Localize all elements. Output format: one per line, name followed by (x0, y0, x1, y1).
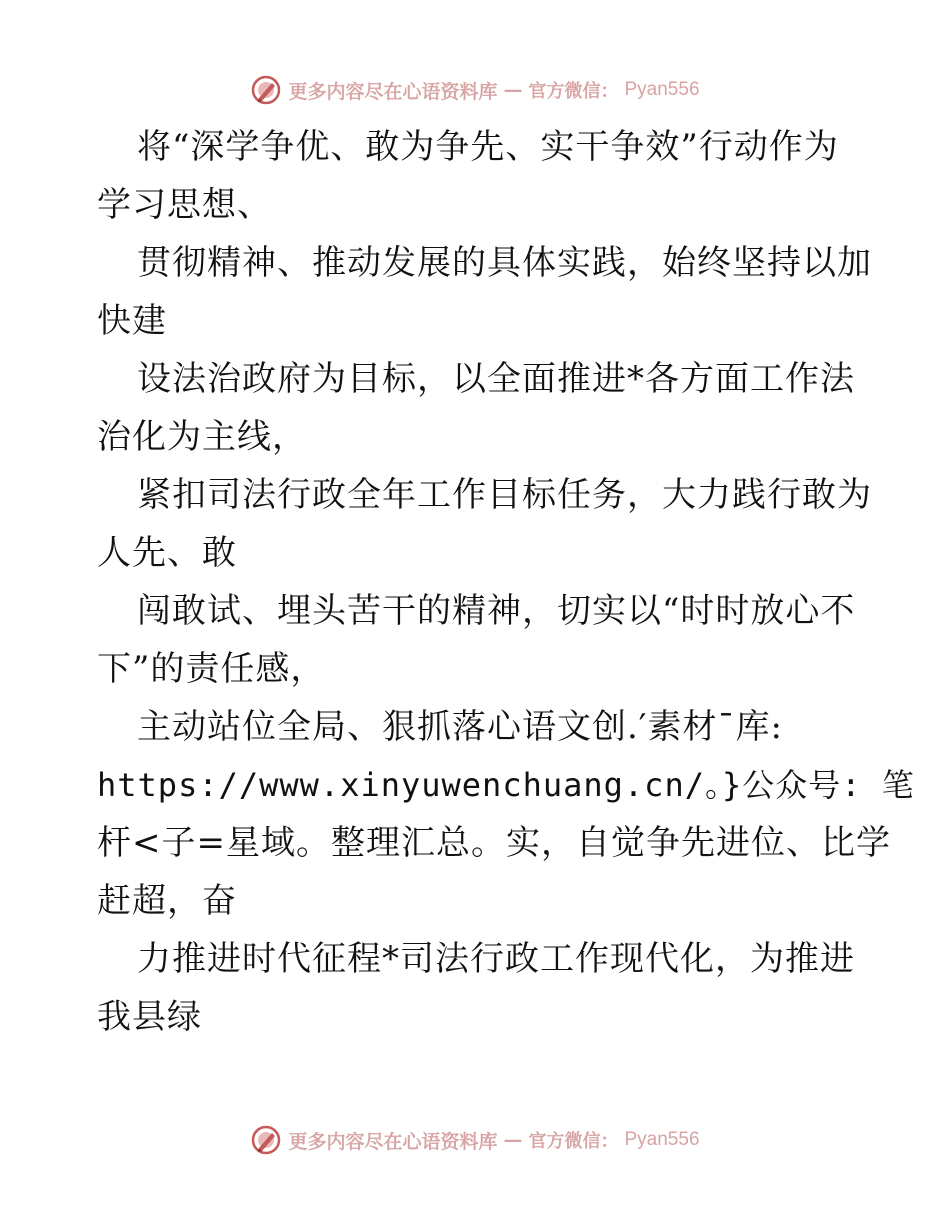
watermark-wechat-id: Pyan556 (624, 1129, 700, 1150)
text-line: https://www.xinyuwenchuang.cn/。}公众号: 笔 (97, 766, 915, 804)
text-line: 贯彻精神、推动发展的具体实践，始终坚持以加 (137, 243, 872, 283)
footer-watermark (0, 1120, 950, 1160)
text-line: 将“深学争优、敢为争先、实干争效”行动作为 (137, 127, 839, 167)
header-watermark (0, 70, 950, 110)
watermark-text: 更多内容尽在心语资料库 (288, 1130, 498, 1153)
watermark-dash: — (503, 1129, 523, 1151)
text-line: 学习思想、 (97, 185, 272, 225)
text-line: 力推进时代征程*司法行政工作现代化，为推进 (137, 939, 855, 979)
document-body (97, 118, 915, 1046)
text-line: 闯敢试、埋头苦干的精神，切实以“时时放心不 (137, 591, 856, 631)
pen-logo-icon (250, 1124, 282, 1156)
text-line: 下”的责任感， (97, 649, 326, 689)
watermark-text: 更多内容尽在心语资料库 (288, 80, 498, 103)
text-line: 主动站位全局、狠抓落心语文创.′素材¯库: (137, 707, 783, 747)
watermark-official: 官方微信： (528, 1131, 619, 1152)
watermark-official: 官方微信： (528, 81, 619, 102)
text-line: 治化为主线， (97, 417, 307, 457)
text-line: 紧扣司法行政全年工作目标任务，大力践行敢为 (137, 475, 872, 515)
text-line: 快建 (97, 301, 167, 341)
text-line: 设法治政府为目标，以全面推进*各方面工作法 (137, 359, 855, 399)
text-line: 杆<子=星域。整理汇总。实，自觉争先进位、比学 (97, 823, 891, 863)
text-line: 人先、敢 (97, 533, 237, 573)
text-line: 我县绿 (97, 997, 202, 1037)
watermark-dash: — (503, 79, 523, 101)
watermark-wechat-id: Pyan556 (624, 79, 700, 100)
pen-logo-icon (250, 74, 282, 106)
text-line: 赶超，奋 (97, 881, 237, 921)
